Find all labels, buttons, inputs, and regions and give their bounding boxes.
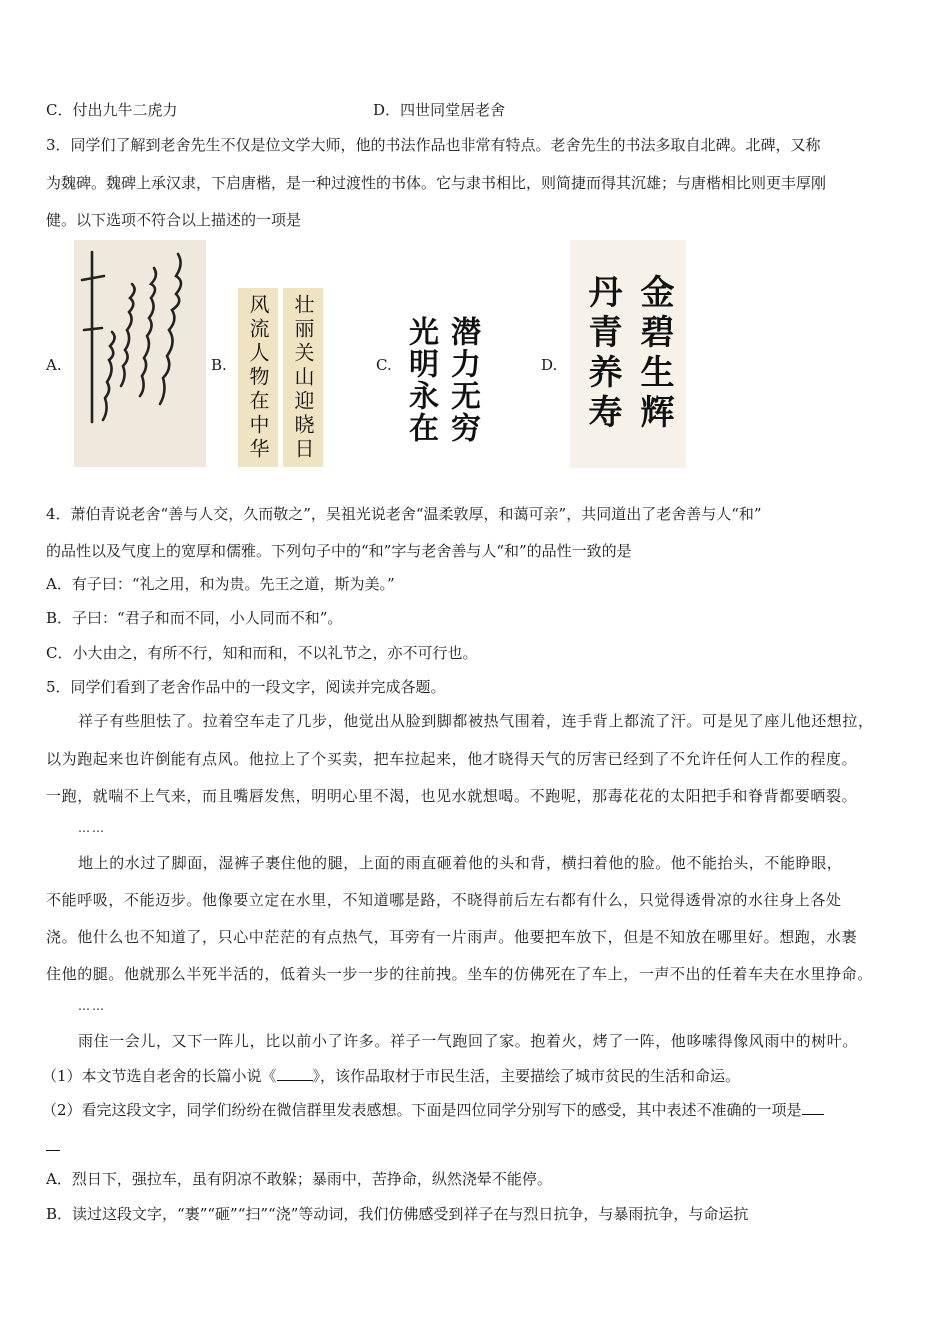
- q3-line-3: 健。以下选项不符合以上描述的一项是: [46, 211, 302, 229]
- couplet-c-left-text: 潜力无穷: [445, 316, 480, 444]
- q3-line-1: 3．同学们了解到老舍先生不仅是位文学大师，他的书法作品也非常有特点。老舍先生的书法多取自北碑。北碑，又称: [46, 136, 821, 154]
- prev-options-row: [46, 100, 505, 120]
- prev-option-c[interactable]: C．付出九牛二虎力: [46, 101, 178, 119]
- q4-option-b[interactable]: B．子曰：“君子和而不同，小人同而不和”。: [46, 609, 343, 627]
- passage-p1-line-1: 祥子有些胆怯了。拉着空车走了几步，他觉出从脸到脚都被热气围着，连手背上都流了汗。可是见了座儿他还想拉，: [78, 712, 874, 730]
- q3-option-d-label[interactable]: D.: [541, 356, 558, 374]
- passage-p1-line-3: 一跑，就喘不上气来，而且嘴唇发焦，明明心里不渴，也见水就想喝。不跑呢，那毒花花的太阳把手和脊背都要晒裂。: [46, 787, 858, 805]
- passage-p2-line-4: 住他的腿。他就那么半死半活的，低着头一步一步的往前拽。坐车的仿佛死在了车上，一声不出的任着车夫在水里挣命。: [46, 965, 873, 983]
- q5-option-b[interactable]: B．读过这段文字，“裹”“砸”“扫”“浇”等动词，我们仿佛感受到祥子在与烈日抗争，与暴雨抗争，与命运抗: [46, 1205, 749, 1223]
- calligraphy-image-c[interactable]: [396, 295, 486, 465]
- q3-option-c-label[interactable]: C.: [376, 356, 392, 374]
- passage-p3-line-1: 雨住一会儿，又下一阵儿，比以前小了许多。祥子一气跑回了家。抱着火，烤了一阵，他哆嗦得像风雨中的树叶。: [78, 1032, 859, 1050]
- q4-line-2: 的品性以及气度上的宽厚和儒雅。下列句子中的“和”字与老舍善与人“和”的品性一致的是: [46, 542, 632, 560]
- novel-title-blank[interactable]: [277, 1066, 313, 1081]
- couplet-c-right-text: 光明永在: [403, 316, 438, 444]
- passage-p1-line-2: 以为跑起来也许倒能有点风。他拉上了个买卖，把车拉起来，他才晓得天气的厉害已经到了不允许任何人工作的程度。: [46, 750, 858, 768]
- passage-ellipsis-1: ……: [78, 821, 106, 835]
- answer-blank-continuation[interactable]: [46, 1150, 60, 1151]
- q5-option-a[interactable]: A．烈日下，强拉车，虽有阴凉不敢躲；暴雨中，苦挣命，纵然浇晕不能停。: [46, 1170, 552, 1188]
- q5-sub-question-1: [42, 1066, 740, 1086]
- cursive-script-strokes: [74, 240, 206, 467]
- calligraphy-image-d[interactable]: [570, 240, 686, 468]
- q3-options-images: [0, 240, 950, 470]
- answer-blank[interactable]: [802, 1100, 824, 1115]
- couplet-b-right-text: 壮丽关山迎晓日: [291, 293, 315, 462]
- passage-p2-line-2: 不能呼吸，不能迈步。他像要立定在水里，不知道哪是路，不晓得前后左右都有什么，只觉得透骨凉的水往身上各处: [46, 891, 842, 909]
- sub1-text-before: （1）本文节选自老舍的长篇小说《: [42, 1067, 277, 1085]
- calligraphy-image-a[interactable]: [74, 240, 206, 467]
- q5-intro: 5．同学们看到了老舍作品中的一段文字，阅读并完成各题。: [46, 678, 446, 696]
- q4-option-c[interactable]: C．小大由之，有所不行，知和而和，不以礼节之，亦不可行也。: [46, 644, 478, 662]
- calligraphy-image-b-left[interactable]: [238, 288, 278, 467]
- couplet-d-right-text: 丹青养寿: [582, 274, 622, 434]
- couplet-d-left-text: 金碧生辉: [634, 274, 674, 434]
- q4-line-1: 4．萧伯青说老舍“善与人交，久而敬之”，吴祖光说老舍“温柔敦厚，和蔼可亲”，共同道出了老舍善与人“和”: [46, 505, 762, 523]
- q3-line-2: 为魏碑。魏碑上承汉隶，下启唐楷，是一种过渡性的书体。它与隶书相比，则简捷而得其沉雄；与唐楷相比则更丰厚刚: [46, 174, 827, 192]
- couplet-b-left-text: 风流人物在中华: [246, 293, 270, 462]
- q3-option-b-label[interactable]: B.: [211, 356, 227, 374]
- passage-p2-line-3: 浇。他什么也不知道了，只心中茫茫的有点热气，耳旁有一片雨声。他要把车放下，但是不知放在哪里好。想跑，水裹: [46, 928, 858, 946]
- passage-ellipsis-2: ……: [78, 999, 106, 1013]
- q3-option-a-label[interactable]: A.: [46, 356, 62, 374]
- sub2-text: （2）看完这段文字，同学们纷纷在微信群里发表感想。下面是四位同学分别写下的感受，其中表述不准确的一项是: [42, 1101, 802, 1119]
- prev-option-d[interactable]: D．四世同堂居老舍: [373, 101, 506, 119]
- q5-sub-question-2: [42, 1100, 824, 1120]
- sub1-text-after: 》，该作品取材于市民生活，主要描绘了城市贫民的生活和命运。: [312, 1067, 741, 1085]
- q4-option-a[interactable]: A．有子曰：“礼之用，和为贵。先王之道，斯为美。”: [46, 575, 395, 593]
- calligraphy-image-b-right[interactable]: [283, 288, 323, 467]
- passage-p2-line-1: 地上的水过了脚面，湿裤子裹住他的腿，上面的雨直砸着他的头和背，横扫着他的脸。他不能抬头，不能睁眼，: [78, 854, 843, 872]
